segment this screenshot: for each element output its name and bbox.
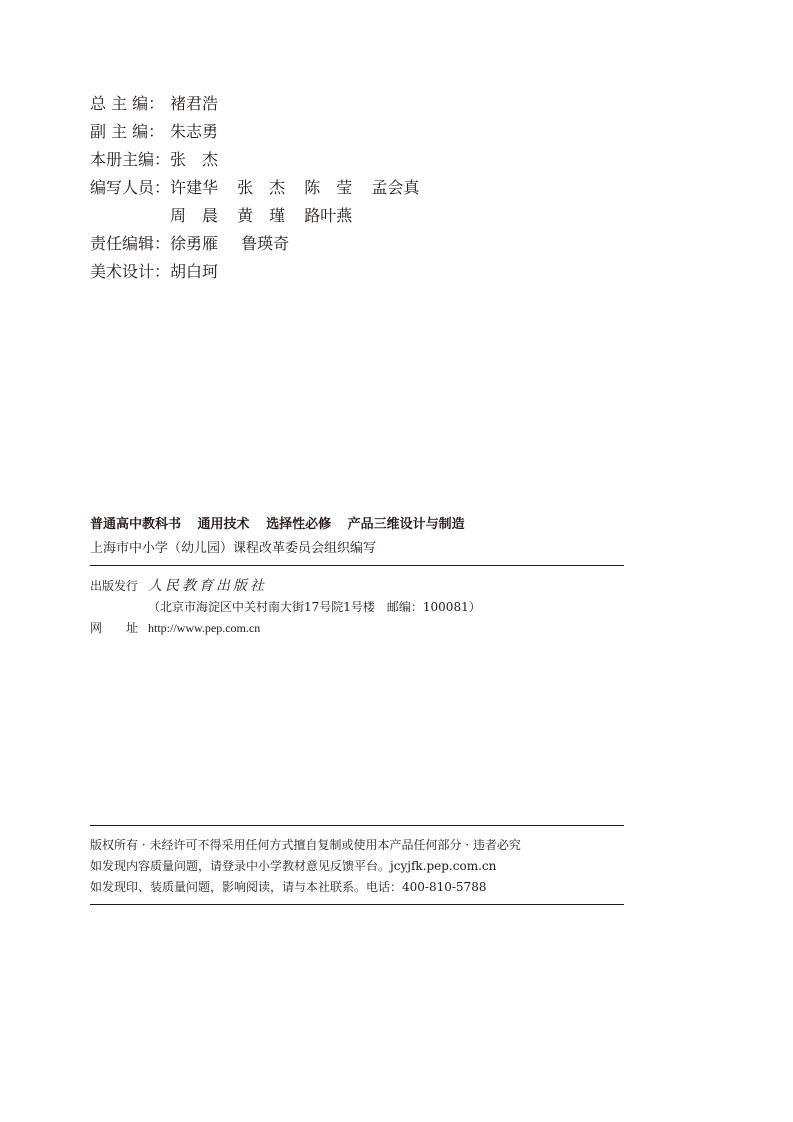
credit-name: 褚君浩 [170, 94, 219, 113]
credit-label: 本册主编： [90, 150, 171, 169]
credit-name: 张 杰 [170, 150, 219, 169]
credit-label: 责任编辑： [90, 234, 171, 253]
copyright-notice [90, 835, 521, 898]
credit-name: 许建华 [170, 178, 219, 197]
notice-line: 如发现内容质量问题，请登录中小学教材意见反馈平台。jcyjfk.pep.com.cn [90, 859, 497, 873]
credit-name: 路叶燕 [304, 206, 353, 225]
series-info [90, 515, 477, 560]
credit-writers [90, 174, 420, 202]
divider [90, 904, 624, 905]
credit-name: 张 杰 [237, 178, 286, 197]
credit-deputy-editor [90, 118, 219, 146]
credit-name: 胡白珂 [170, 262, 219, 281]
publisher-row [90, 576, 267, 597]
credit-art-design [90, 258, 219, 286]
credit-label: 编写人员： [90, 178, 171, 197]
series-item: 产品三维设计与制造 [347, 517, 465, 532]
credit-label: 副 主 编： [90, 122, 165, 141]
credit-name: 周 晨 [170, 206, 219, 225]
credit-label: 总 主 编： [90, 94, 165, 113]
publisher-address: （北京市海淀区中关村南大街17号院1号楼 邮编：100081） [148, 600, 481, 614]
address-row [90, 597, 481, 618]
publication-info [90, 576, 481, 639]
credit-chief-editor [90, 90, 219, 118]
series-item: 通用技术 [197, 517, 250, 532]
publisher-label: 出版发行 [90, 579, 139, 593]
website-label: 网 址 [90, 621, 139, 635]
website-row [90, 618, 261, 639]
credit-name: 陈 莹 [304, 178, 353, 197]
notice-line: 版权所有 · 未经许可不得采用任何方式擅自复制或使用本产品任何部分 · 违者必究 [90, 838, 521, 852]
divider [90, 825, 624, 826]
credit-responsible-editor [90, 230, 290, 258]
credit-writers-continued [90, 202, 353, 230]
credit-name: 鲁瑛奇 [241, 234, 290, 253]
credit-name: 孟会真 [371, 178, 420, 197]
series-compiler: 上海市中小学（幼儿园）课程改革委员会组织编写 [90, 541, 377, 556]
credit-name: 徐勇雁 [170, 234, 219, 253]
notice-line: 如发现印、装质量问题，影响阅读，请与本社联系。电话：400-810-5788 [90, 880, 487, 894]
divider [90, 565, 624, 566]
series-item: 普通高中教科书 [90, 517, 182, 532]
publisher-logo: 人民教育出版社 [148, 578, 267, 594]
credit-volume-editor [90, 146, 219, 174]
credit-name: 黄 瑾 [237, 206, 286, 225]
series-title [90, 515, 477, 535]
series-item: 选择性必修 [266, 517, 332, 532]
website-link[interactable]: http://www.pep.com.cn [148, 621, 261, 635]
credit-label: 美术设计： [90, 262, 171, 281]
credits-block [90, 90, 420, 286]
credit-name: 朱志勇 [170, 122, 219, 141]
